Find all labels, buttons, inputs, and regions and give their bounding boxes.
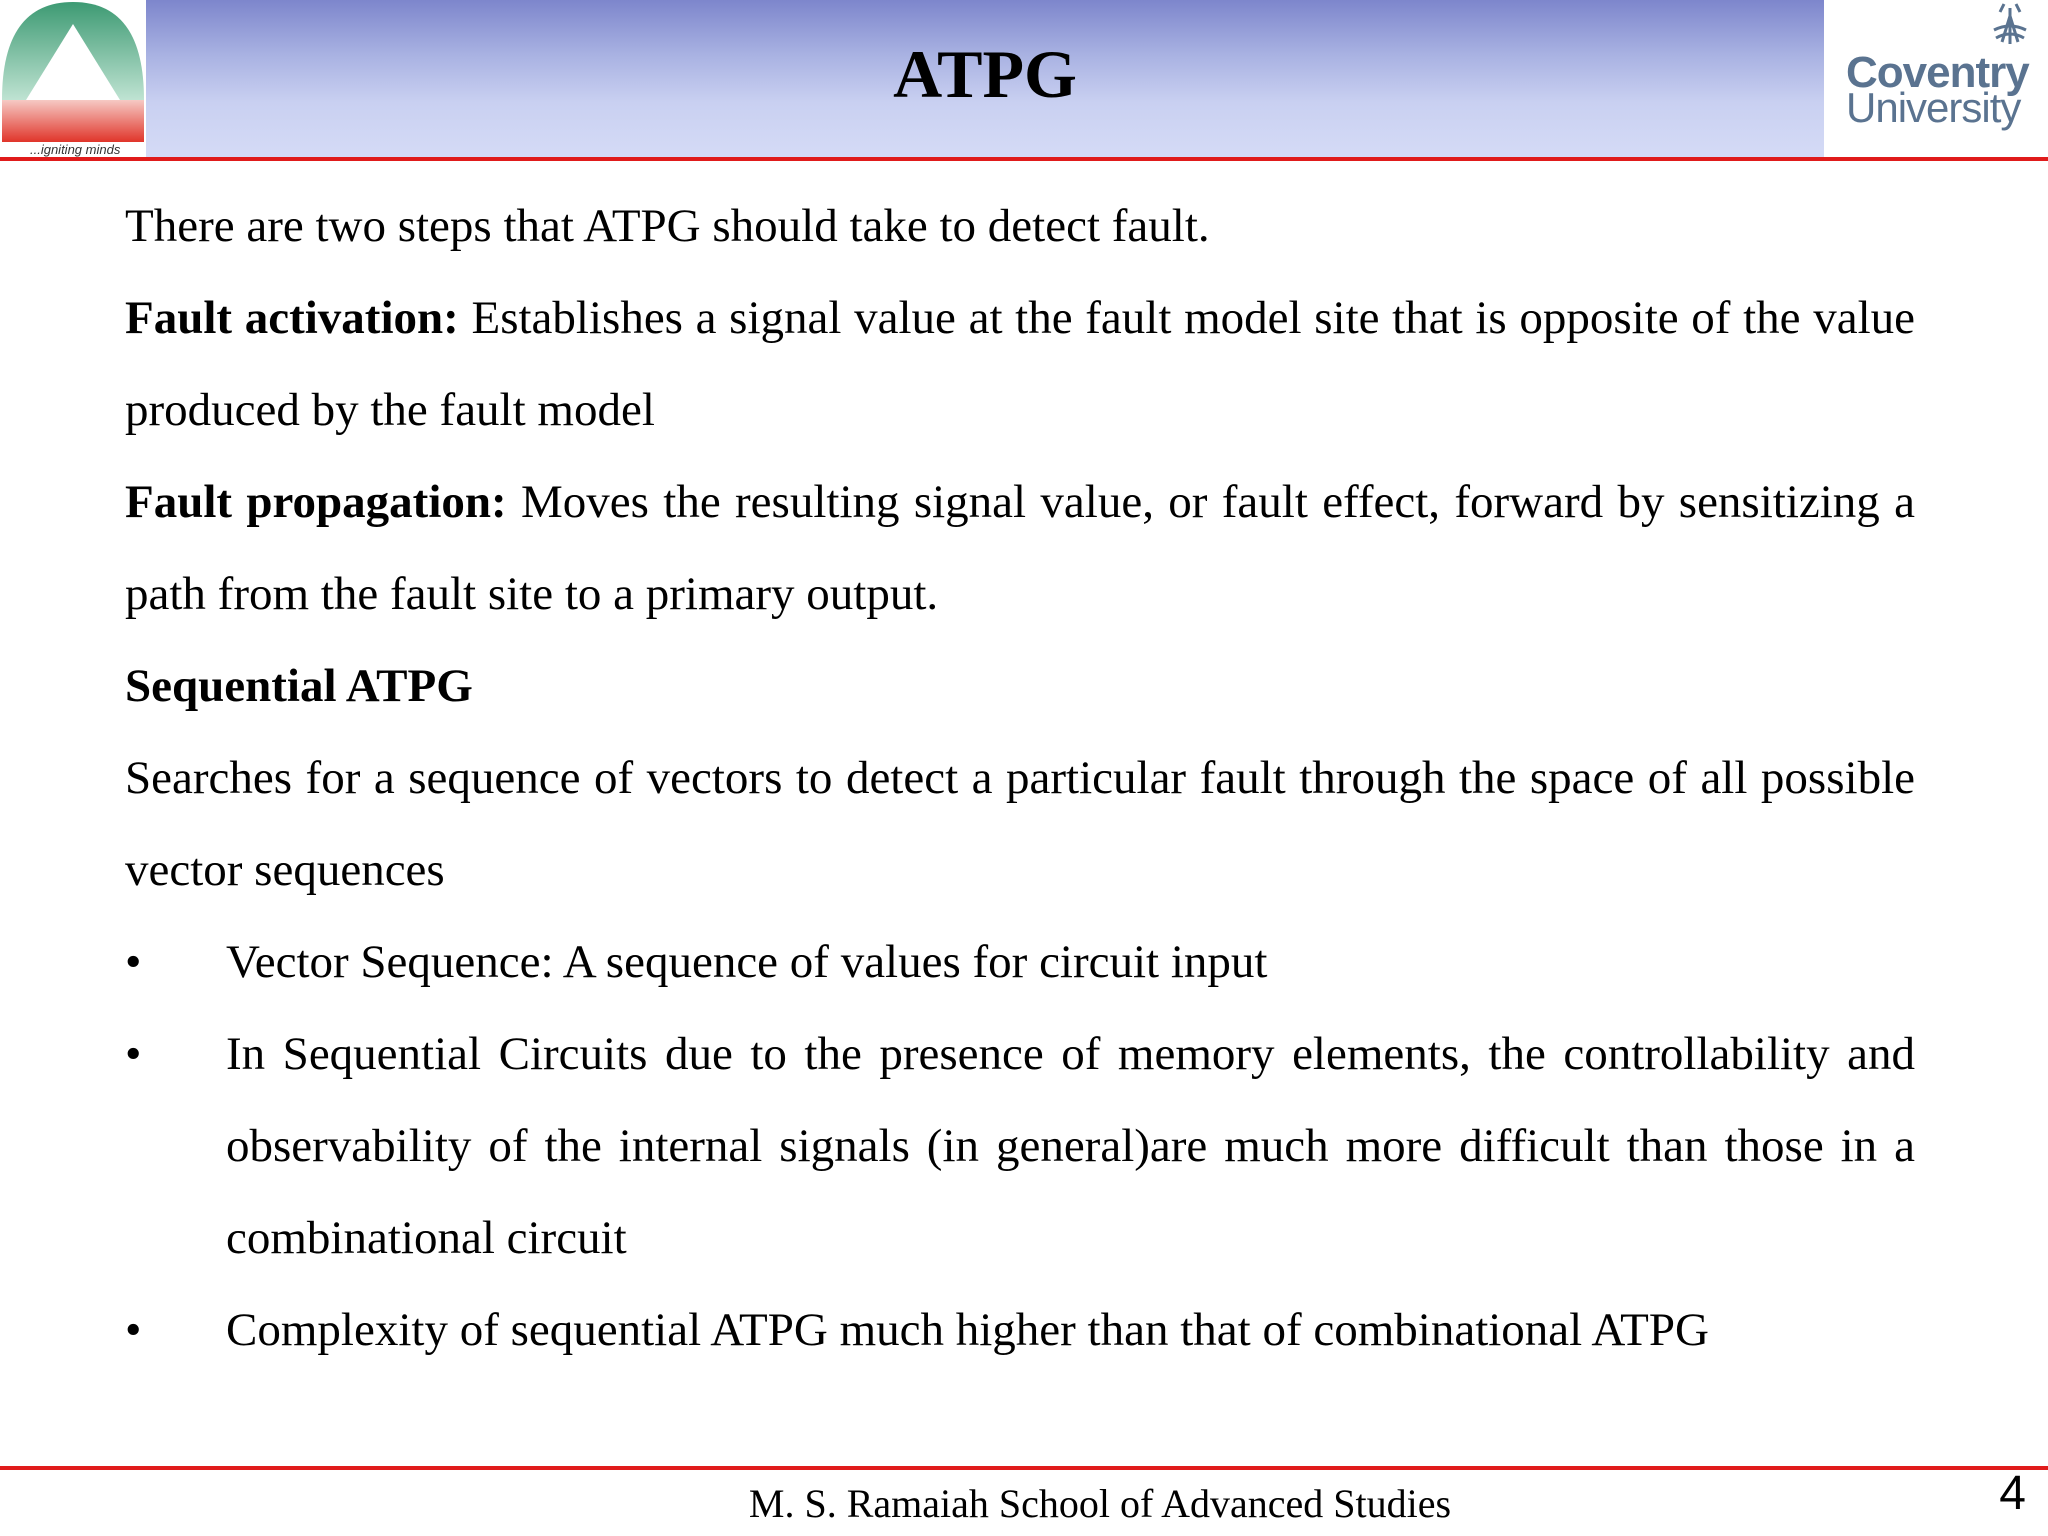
fault-propagation-paragraph bbox=[125, 456, 1915, 640]
bullet-text: Vector Sequence: A sequence of values for circuit input bbox=[226, 936, 1268, 988]
bullet-text: In Sequential Circuits due to the presence of memory elements, the controllability and observability of the internal signals (in general)are much more difficult than those in a combinational circuit bbox=[226, 1028, 1915, 1264]
coventry-wordmark-line1: Coventry bbox=[1846, 48, 2029, 97]
ramaiah-logo-icon bbox=[0, 0, 146, 158]
sequential-atpg-heading: Sequential ATPG bbox=[125, 660, 473, 712]
bullet-item bbox=[125, 916, 1915, 1008]
slide-title: ATPG bbox=[893, 36, 1077, 112]
fault-propagation-label: Fault propagation: bbox=[125, 476, 507, 528]
bullet-item bbox=[125, 1008, 1915, 1284]
coventry-wordmark-line2: University bbox=[1846, 84, 2021, 131]
fault-activation-label: Fault activation: bbox=[125, 292, 459, 344]
footer-divider bbox=[0, 1466, 2048, 1470]
bullet-item bbox=[125, 1284, 1915, 1376]
page-number: 4 bbox=[1999, 1467, 2026, 1520]
footer-institution: M. S. Ramaiah School of Advanced Studies bbox=[748, 1481, 1452, 1526]
bullet-icon: • bbox=[125, 1304, 142, 1356]
bullet-icon: • bbox=[125, 936, 142, 988]
coventry-logo bbox=[1824, 0, 2048, 158]
fault-activation-text: Establishes a signal value at the fault model site that is opposite of the value produced by the fault model bbox=[125, 292, 1915, 436]
fault-propagation-text: Moves the resulting signal value, or fault effect, forward by sensitizing a path from the fault site to a primary output. bbox=[125, 476, 1915, 620]
bullet-icon: • bbox=[125, 1028, 142, 1080]
slide-body bbox=[125, 180, 1915, 1376]
intro-text: There are two steps that ATPG should take to detect fault. bbox=[125, 200, 1210, 252]
slide-header bbox=[0, 0, 2048, 158]
bullet-text: Complexity of sequential ATPG much higher than that of combinational ATPG bbox=[226, 1304, 1709, 1356]
ramaiah-logo bbox=[0, 0, 146, 158]
fault-activation-paragraph bbox=[125, 272, 1915, 456]
logo-tagline: ...igniting minds bbox=[30, 142, 121, 157]
header-divider bbox=[0, 157, 2048, 161]
sequential-atpg-text: Searches for a sequence of vectors to detect a particular fault through the space of all possible vector sequences bbox=[125, 752, 1915, 896]
